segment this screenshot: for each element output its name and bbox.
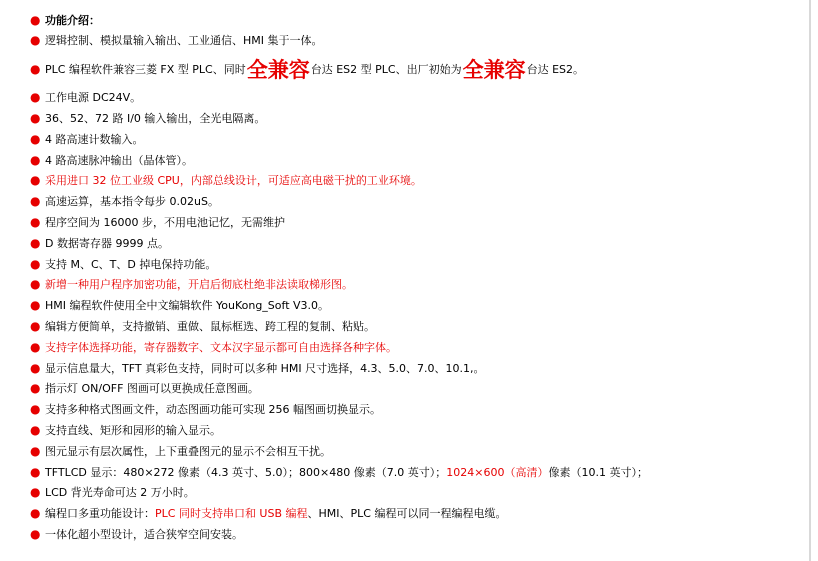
feature-item xyxy=(30,232,790,253)
feature-text: PLC 同时支持串口和 USB 编程 xyxy=(155,507,308,521)
feature-text: 36、52、72 路 I/0 输入输出，全光电隔离。 xyxy=(45,111,266,125)
bullet-icon: ● xyxy=(30,298,41,313)
feature-text: 台达 ES2。 xyxy=(526,62,585,76)
feature-text: 指示灯 ON/OFF 图画可以更换成任意图画。 xyxy=(45,382,259,396)
bullet-icon: ● xyxy=(30,402,41,417)
bullet-icon: ● xyxy=(30,506,41,521)
bullet-icon: ● xyxy=(30,152,41,167)
feature-text: 一体化超小型设计，适合狭窄空间安装。 xyxy=(45,527,243,541)
feature-text: 4 路高速脉冲输出（晶体管）。 xyxy=(45,153,193,167)
feature-text: 逻辑控制、模拟量输入输出、工业通信、HMI 集于一体。 xyxy=(45,34,323,48)
highlight-text: 全兼容 xyxy=(462,57,526,82)
bullet-icon: ● xyxy=(30,381,41,396)
feature-text: PLC 编程软件兼容三菱 FX 型 PLC、同时 xyxy=(45,62,246,76)
feature-text: 程序空间为 16000 步，不用电池记忆，无需维护 xyxy=(45,215,285,229)
bullet-icon: ● xyxy=(30,443,41,458)
feature-text: 图元显示有层次属性，上下重叠图元的显示不会相互干扰。 xyxy=(45,444,331,458)
bullet-icon: ● xyxy=(30,526,41,541)
bullet-icon: ● xyxy=(30,173,41,188)
feature-text: 支持直线、矩形和园形的输入显示。 xyxy=(45,423,221,437)
bullet-icon: ● xyxy=(30,194,41,209)
feature-list xyxy=(30,30,790,544)
feature-item xyxy=(30,212,790,233)
feature-text: 台达 ES2 型 PLC、出厂初始为 xyxy=(310,62,462,76)
feature-item xyxy=(30,336,790,357)
feature-item xyxy=(30,316,790,337)
feature-text: TFTLCD 显示：480×272 像素（4.3 英寸、5.0）；800×480 像素（7.0 英寸）； xyxy=(45,465,447,479)
feature-text: 支持字体选择功能，寄存器数字、文本汉字显示都可自由选择各种字体。 xyxy=(45,340,397,354)
feature-text: 工作电源 DC24V。 xyxy=(45,91,142,105)
feature-item xyxy=(30,87,790,108)
bullet-icon: ● xyxy=(30,318,41,333)
bullet-icon: ● xyxy=(30,33,41,48)
bullet-icon: ● xyxy=(30,13,41,27)
feature-item xyxy=(30,420,790,441)
bullet-icon: ● xyxy=(30,360,41,375)
feature-item xyxy=(30,524,790,545)
feature-item xyxy=(30,295,790,316)
bullet-icon: ● xyxy=(30,131,41,146)
feature-text: 编辑方便简单，支持撤销、重做、鼠标框选、跨工程的复制、粘贴。 xyxy=(45,319,375,333)
feature-item xyxy=(30,357,790,378)
feature-item xyxy=(30,51,790,87)
feature-item xyxy=(30,461,790,482)
feature-text: D 数据寄存器 9999 点。 xyxy=(45,236,169,250)
section-heading xyxy=(30,10,790,30)
feature-item xyxy=(30,128,790,149)
feature-text: 1024×600（高清） xyxy=(446,465,549,479)
feature-section xyxy=(30,10,790,544)
feature-item xyxy=(30,170,790,191)
feature-text: 像素（10.1 英寸）； xyxy=(548,465,648,479)
feature-item xyxy=(30,274,790,295)
feature-item xyxy=(30,149,790,170)
highlight-text: 全兼容 xyxy=(246,57,310,82)
bullet-icon: ● xyxy=(30,277,41,292)
feature-text: 4 路高速计数输入。 xyxy=(45,132,144,146)
feature-item xyxy=(30,482,790,503)
feature-item xyxy=(30,191,790,212)
feature-text: LCD 背光寿命可达 2 万小时。 xyxy=(45,486,195,500)
bullet-icon: ● xyxy=(30,422,41,437)
feature-text: HMI 编程软件使用全中文编辑软件 YouKong_Soft V3.0。 xyxy=(45,299,330,313)
page-right-edge xyxy=(809,0,811,561)
bullet-icon: ● xyxy=(30,90,41,105)
feature-item xyxy=(30,253,790,274)
feature-text: 高速运算，基本指令每步 0.02uS。 xyxy=(45,195,219,209)
feature-text: 支持多种格式图画文件，动态图画功能可实现 256 幅图画切换显示。 xyxy=(45,403,381,417)
feature-text: 支持 M、C、T、D 掉电保持功能。 xyxy=(45,257,217,271)
bullet-icon: ● xyxy=(30,235,41,250)
bullet-icon: ● xyxy=(30,464,41,479)
feature-item xyxy=(30,440,790,461)
bullet-icon: ● xyxy=(30,339,41,354)
section-heading-text: 功能介绍： xyxy=(45,14,100,27)
feature-item xyxy=(30,399,790,420)
feature-item xyxy=(30,503,790,524)
feature-item xyxy=(30,30,790,51)
feature-item xyxy=(30,378,790,399)
bullet-icon: ● xyxy=(30,256,41,271)
bullet-icon: ● xyxy=(30,214,41,229)
feature-text: 编程口多重功能设计： xyxy=(45,507,155,521)
bullet-icon: ● xyxy=(30,485,41,500)
feature-text: 新增一种用户程序加密功能，开启后彻底杜绝非法读取梯形图。 xyxy=(45,278,353,292)
feature-text: 、HMI、PLC 编程可以同一程编程电缆。 xyxy=(307,507,507,521)
bullet-icon: ● xyxy=(30,61,41,76)
feature-item xyxy=(30,108,790,129)
feature-text: 显示信息量大，TFT 真彩色支持，同时可以多种 HMI 尺寸选择，4.3、5.0、7.0、10.1,。 xyxy=(45,361,485,375)
feature-text: 采用进口 32 位工业级 CPU，内部总线设计，可适应高电磁干扰的工业环境。 xyxy=(45,174,422,188)
bullet-icon: ● xyxy=(30,110,41,125)
